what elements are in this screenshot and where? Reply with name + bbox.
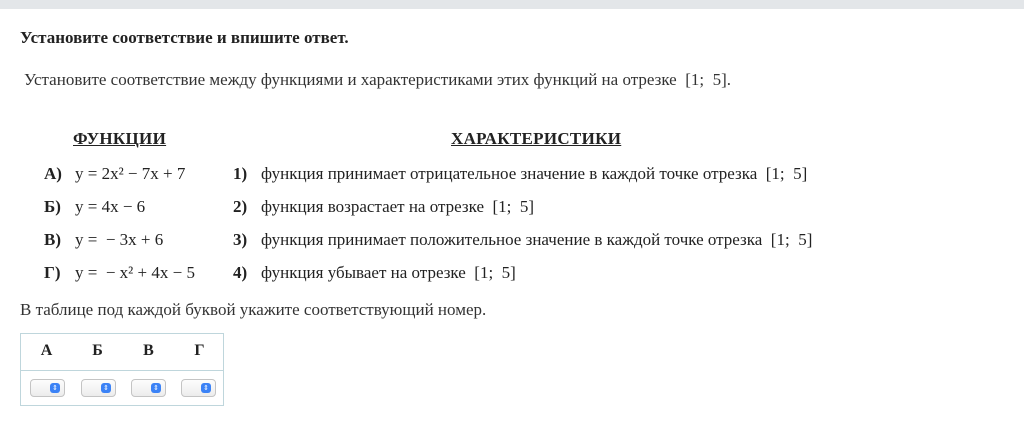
- answer-header-v: В: [143, 342, 154, 359]
- answer-select-g[interactable]: [181, 379, 216, 397]
- function-expression-b: y = 4x − 6: [75, 197, 146, 216]
- updown-chevron-icon: ⇕: [50, 383, 60, 393]
- answer-header-g: Г: [194, 342, 205, 359]
- answer-header-a: А: [40, 342, 53, 359]
- characteristic-number-4: 4): [233, 263, 248, 282]
- answer-select-a[interactable]: [30, 379, 65, 397]
- updown-chevron-icon: ⇕: [201, 383, 211, 393]
- answer-header-b: Б: [92, 342, 103, 359]
- function-expression-g: y = − x² + 4x − 5: [75, 263, 195, 282]
- characteristic-number-2: 2): [233, 197, 248, 216]
- characteristic-text-2: функция возрастает на отрезке [1; 5]: [261, 197, 535, 216]
- function-label-v: В): [44, 230, 61, 249]
- top-bar: [0, 0, 1024, 9]
- function-label-a: А): [44, 164, 62, 183]
- answer-select-v[interactable]: [131, 379, 166, 397]
- updown-chevron-icon: ⇕: [151, 383, 161, 393]
- characteristic-text-3: функция принимает положительное значение в каждой точке отрезка [1; 5]: [261, 230, 813, 249]
- function-label-b: Б): [44, 197, 61, 216]
- function-label-g: Г): [44, 263, 61, 282]
- function-expression-a: y = 2x² − 7x + 7: [75, 164, 186, 183]
- characteristic-number-1: 1): [233, 164, 248, 183]
- updown-chevron-icon: ⇕: [101, 383, 111, 393]
- answer-select-b[interactable]: [81, 379, 116, 397]
- instruction-title: Установите соответствие и впишите ответ.: [20, 28, 349, 47]
- characteristic-text-1: функция принимает отрицательное значение в каждой точке отрезка [1; 5]: [261, 164, 808, 183]
- function-expression-v: y = − 3x + 6: [75, 230, 164, 249]
- functions-column-title: ФУНКЦИИ: [73, 129, 167, 148]
- answer-table: [20, 333, 224, 406]
- answer-prompt: В таблице под каждой буквой укажите соответствующий номер.: [20, 300, 487, 319]
- characteristics-column-title: ХАРАКТЕРИСТИКИ: [451, 129, 622, 148]
- task-text: Установите соответствие между функциями и характеристиками этих функций на отрезке [1; 5].: [24, 70, 732, 89]
- characteristic-text-4: функция убывает на отрезке [1; 5]: [261, 263, 516, 282]
- characteristic-number-3: 3): [233, 230, 248, 249]
